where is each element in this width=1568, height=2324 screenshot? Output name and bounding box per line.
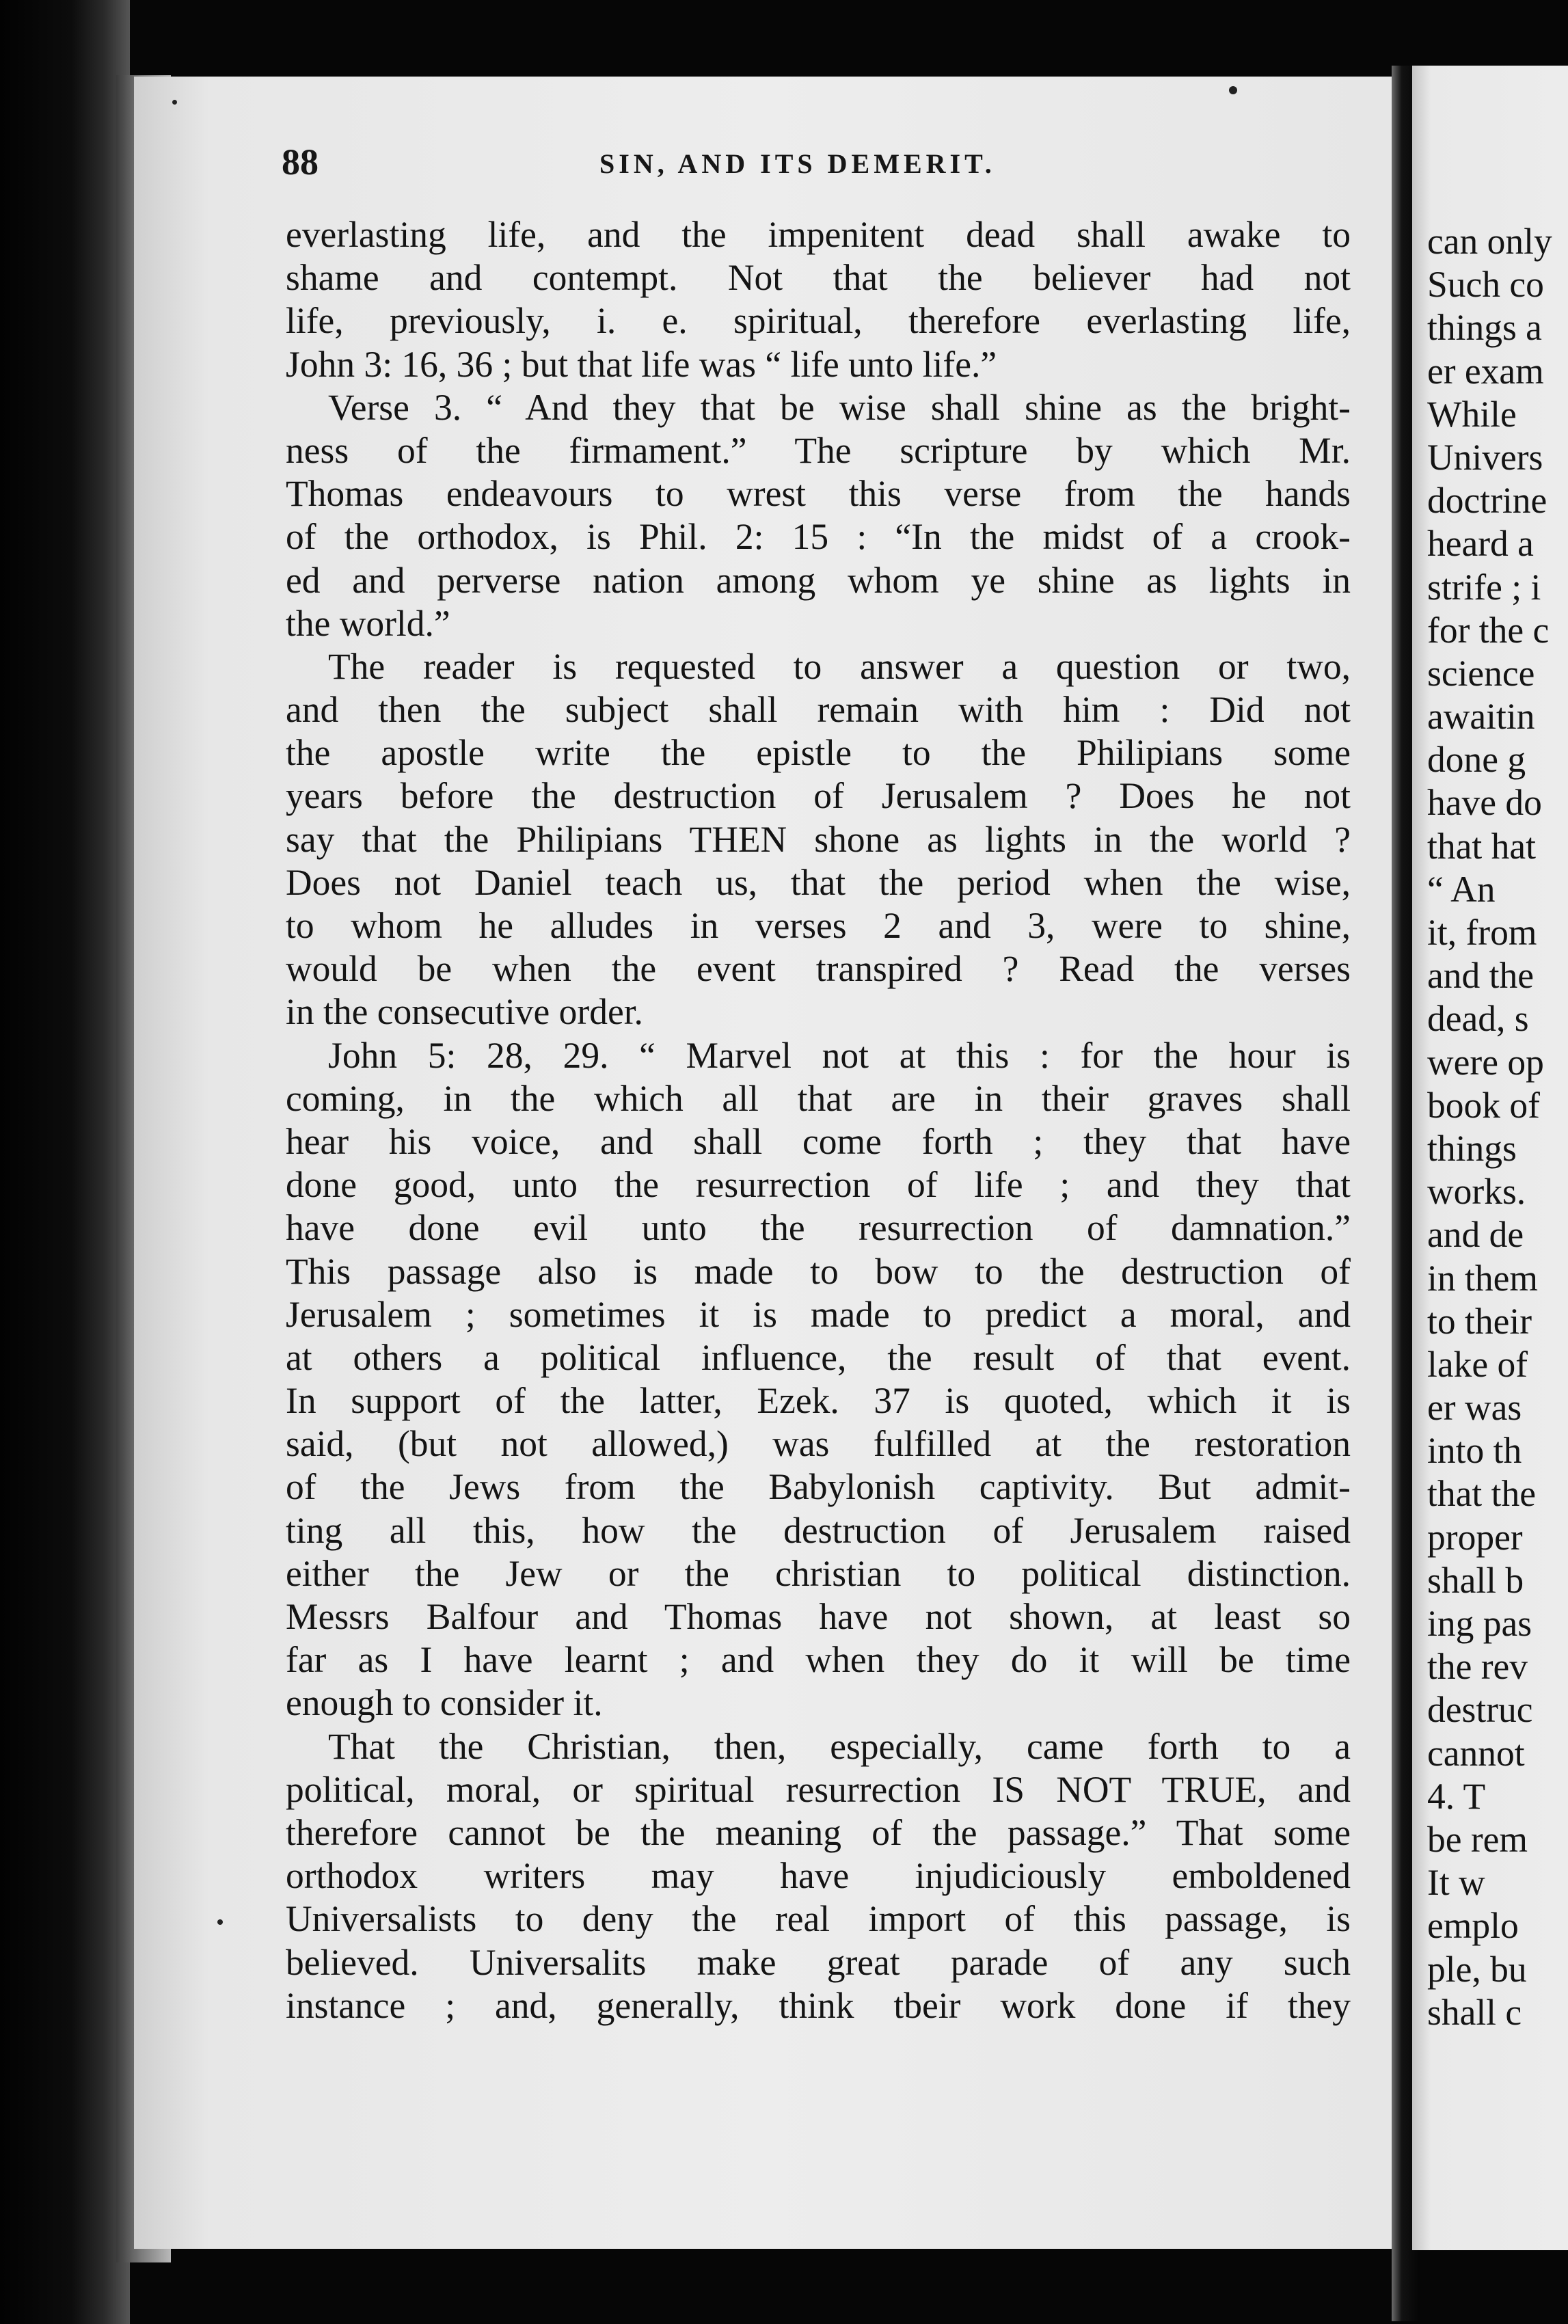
text-line: said, (but not allowed,) was fulfilled at the restoration bbox=[286, 1423, 1351, 1465]
text-line: everlasting life, and the impenitent dead shall awake to bbox=[286, 214, 1351, 255]
text-line: believed. Universalits make great parade of any such bbox=[286, 1941, 1351, 1983]
fragment-line: be rem bbox=[1427, 1818, 1528, 1860]
text-line: Verse 3. “ And they that be wise shall shine as the bright- bbox=[328, 386, 1351, 428]
text-line: either the Jew or the christian to political distinction. bbox=[286, 1552, 1351, 1594]
text-line: ness of the firmament.” The scripture by which Mr. bbox=[286, 429, 1351, 471]
fragment-line: awaitin bbox=[1427, 696, 1535, 738]
text-line: political, moral, or spiritual resurrection IS NOT TRUE, and bbox=[286, 1768, 1351, 1810]
text-line: hear his voice, and shall come forth ; they that have bbox=[286, 1120, 1351, 1162]
fragment-line: have do bbox=[1427, 782, 1542, 824]
text-line: instance ; and, generally, think tbeir work done if they bbox=[286, 1984, 1351, 2026]
fragment-line: “ An bbox=[1427, 868, 1496, 910]
text-line: In support of the latter, Ezek. 37 is quoted, which it is bbox=[286, 1380, 1351, 1422]
fragment-line: er was bbox=[1427, 1387, 1522, 1429]
fragment-line: er exam bbox=[1427, 350, 1544, 392]
fragment-line: that hat bbox=[1427, 825, 1536, 867]
text-line: ting all this, how the destruction of Jerusalem raised bbox=[286, 1509, 1351, 1551]
text-line: of the orthodox, is Phil. 2: 15 : “In the midst of a crook- bbox=[286, 516, 1351, 558]
fragment-line: destruc bbox=[1427, 1689, 1533, 1731]
text-line: far as I have learnt ; and when they do it will be time bbox=[286, 1639, 1351, 1681]
fragment-line: shall b bbox=[1427, 1559, 1524, 1601]
text-line: John 3: 16, 36 ; but that life was “ life unto life.” bbox=[286, 343, 997, 385]
text-line: in the consecutive order. bbox=[286, 991, 643, 1033]
fragment-line: While bbox=[1427, 393, 1517, 435]
fragment-line: can only bbox=[1427, 221, 1552, 262]
dust-speck bbox=[1229, 86, 1237, 94]
fragment-line: It w bbox=[1427, 1862, 1485, 1904]
text-line: done good, unto the resurrection of life ; and they that bbox=[286, 1164, 1351, 1206]
fragment-line: doctrine bbox=[1427, 480, 1547, 522]
dust-speck bbox=[172, 100, 177, 105]
fragment-line: the rev bbox=[1427, 1646, 1528, 1688]
text-line: The reader is requested to answer a question or two, bbox=[328, 645, 1351, 687]
fragment-line: cannot bbox=[1427, 1732, 1525, 1774]
text-line: Messrs Balfour and Thomas have not shown, at least so bbox=[286, 1596, 1351, 1637]
fragment-line: shall c bbox=[1427, 1991, 1522, 2033]
text-line: That the Christian, then, especially, came forth to a bbox=[328, 1725, 1351, 1767]
text-line: to whom he alludes in verses 2 and 3, were to shine, bbox=[286, 905, 1351, 946]
text-line: Jerusalem ; sometimes it is made to predict a moral, and bbox=[286, 1293, 1351, 1335]
text-line: of the Jews from the Babylonish captivity. But admit- bbox=[286, 1466, 1351, 1508]
fragment-line: done g bbox=[1427, 739, 1526, 781]
text-line: enough to consider it. bbox=[286, 1682, 603, 1724]
fragment-line: science bbox=[1427, 652, 1535, 694]
fragment-line: dead, s bbox=[1427, 998, 1529, 1040]
fragment-line: strife ; i bbox=[1427, 566, 1541, 608]
text-line: years before the destruction of Jerusalem ? Does he not bbox=[286, 775, 1351, 817]
scan-background-left bbox=[0, 0, 130, 2324]
page-number: 88 bbox=[282, 141, 319, 183]
text-line: John 5: 28, 29. “ Marvel not at this : for the hour is bbox=[328, 1034, 1351, 1076]
fragment-line: to their bbox=[1427, 1300, 1532, 1342]
text-line: coming, in the which all that are in their graves shall bbox=[286, 1077, 1351, 1119]
fragment-line: Such co bbox=[1427, 264, 1544, 306]
text-line: would be when the event transpired ? Read the verses bbox=[286, 948, 1351, 990]
text-line: the world.” bbox=[286, 602, 450, 644]
fragment-line: heard a bbox=[1427, 523, 1534, 565]
text-line: therefore cannot be the meaning of the passage.” That some bbox=[286, 1811, 1351, 1853]
fragment-line: ing pas bbox=[1427, 1603, 1532, 1644]
fragment-line: things a bbox=[1427, 307, 1542, 349]
fragment-line: for the c bbox=[1427, 609, 1550, 651]
text-line: at others a political influence, the result of that event. bbox=[286, 1336, 1351, 1378]
fragment-line: emplo bbox=[1427, 1905, 1519, 1947]
fragment-line: and de bbox=[1427, 1214, 1524, 1256]
fragment-line: were op bbox=[1427, 1041, 1544, 1083]
text-line: have done evil unto the resurrection of damnation.” bbox=[286, 1207, 1351, 1249]
fragment-line: that the bbox=[1427, 1473, 1536, 1515]
text-line: This passage also is made to bow to the destruction of bbox=[286, 1250, 1351, 1292]
fragment-line: in them bbox=[1427, 1257, 1538, 1299]
fragment-line: it, from bbox=[1427, 912, 1537, 953]
fragment-line: into th bbox=[1427, 1430, 1522, 1472]
fragment-line: and the bbox=[1427, 955, 1534, 997]
text-line: life, previously, i. e. spiritual, therefore everlasting life, bbox=[286, 300, 1351, 342]
text-line: Thomas endeavours to wrest this verse from the hands bbox=[286, 473, 1351, 515]
running-head: SIN, AND ITS DEMERIT. bbox=[599, 148, 996, 179]
text-line: Does not Daniel teach us, that the period when the wise, bbox=[286, 861, 1351, 903]
text-line: shame and contempt. Not that the believer had not bbox=[286, 257, 1351, 299]
text-line: ed and perverse nation among whom ye shine as lights in bbox=[286, 559, 1351, 601]
fragment-line: things bbox=[1427, 1127, 1517, 1169]
text-line: Universalists to deny the real import of this passage, is bbox=[286, 1898, 1351, 1940]
dust-speck bbox=[217, 1919, 223, 1925]
text-line: the apostle write the epistle to the Philipians some bbox=[286, 732, 1351, 774]
left-page-body-text bbox=[286, 213, 1351, 2027]
text-line: orthodox writers may have injudiciously emboldened bbox=[286, 1855, 1351, 1897]
fragment-line: 4. T bbox=[1427, 1775, 1486, 1817]
page-header bbox=[282, 141, 1375, 189]
text-line: and then the subject shall remain with him : Did not bbox=[286, 689, 1351, 731]
fragment-line: proper bbox=[1427, 1516, 1523, 1558]
fragment-line: lake of bbox=[1427, 1343, 1528, 1385]
text-line: say that the Philipians THEN shone as lights in the world ? bbox=[286, 818, 1351, 860]
fragment-line: ple, bu bbox=[1427, 1948, 1527, 1990]
fragment-line: book of bbox=[1427, 1084, 1540, 1126]
fragment-line: Univers bbox=[1427, 436, 1543, 478]
right-page-fragment-text bbox=[1427, 220, 1568, 2034]
fragment-line: works. bbox=[1427, 1171, 1526, 1213]
